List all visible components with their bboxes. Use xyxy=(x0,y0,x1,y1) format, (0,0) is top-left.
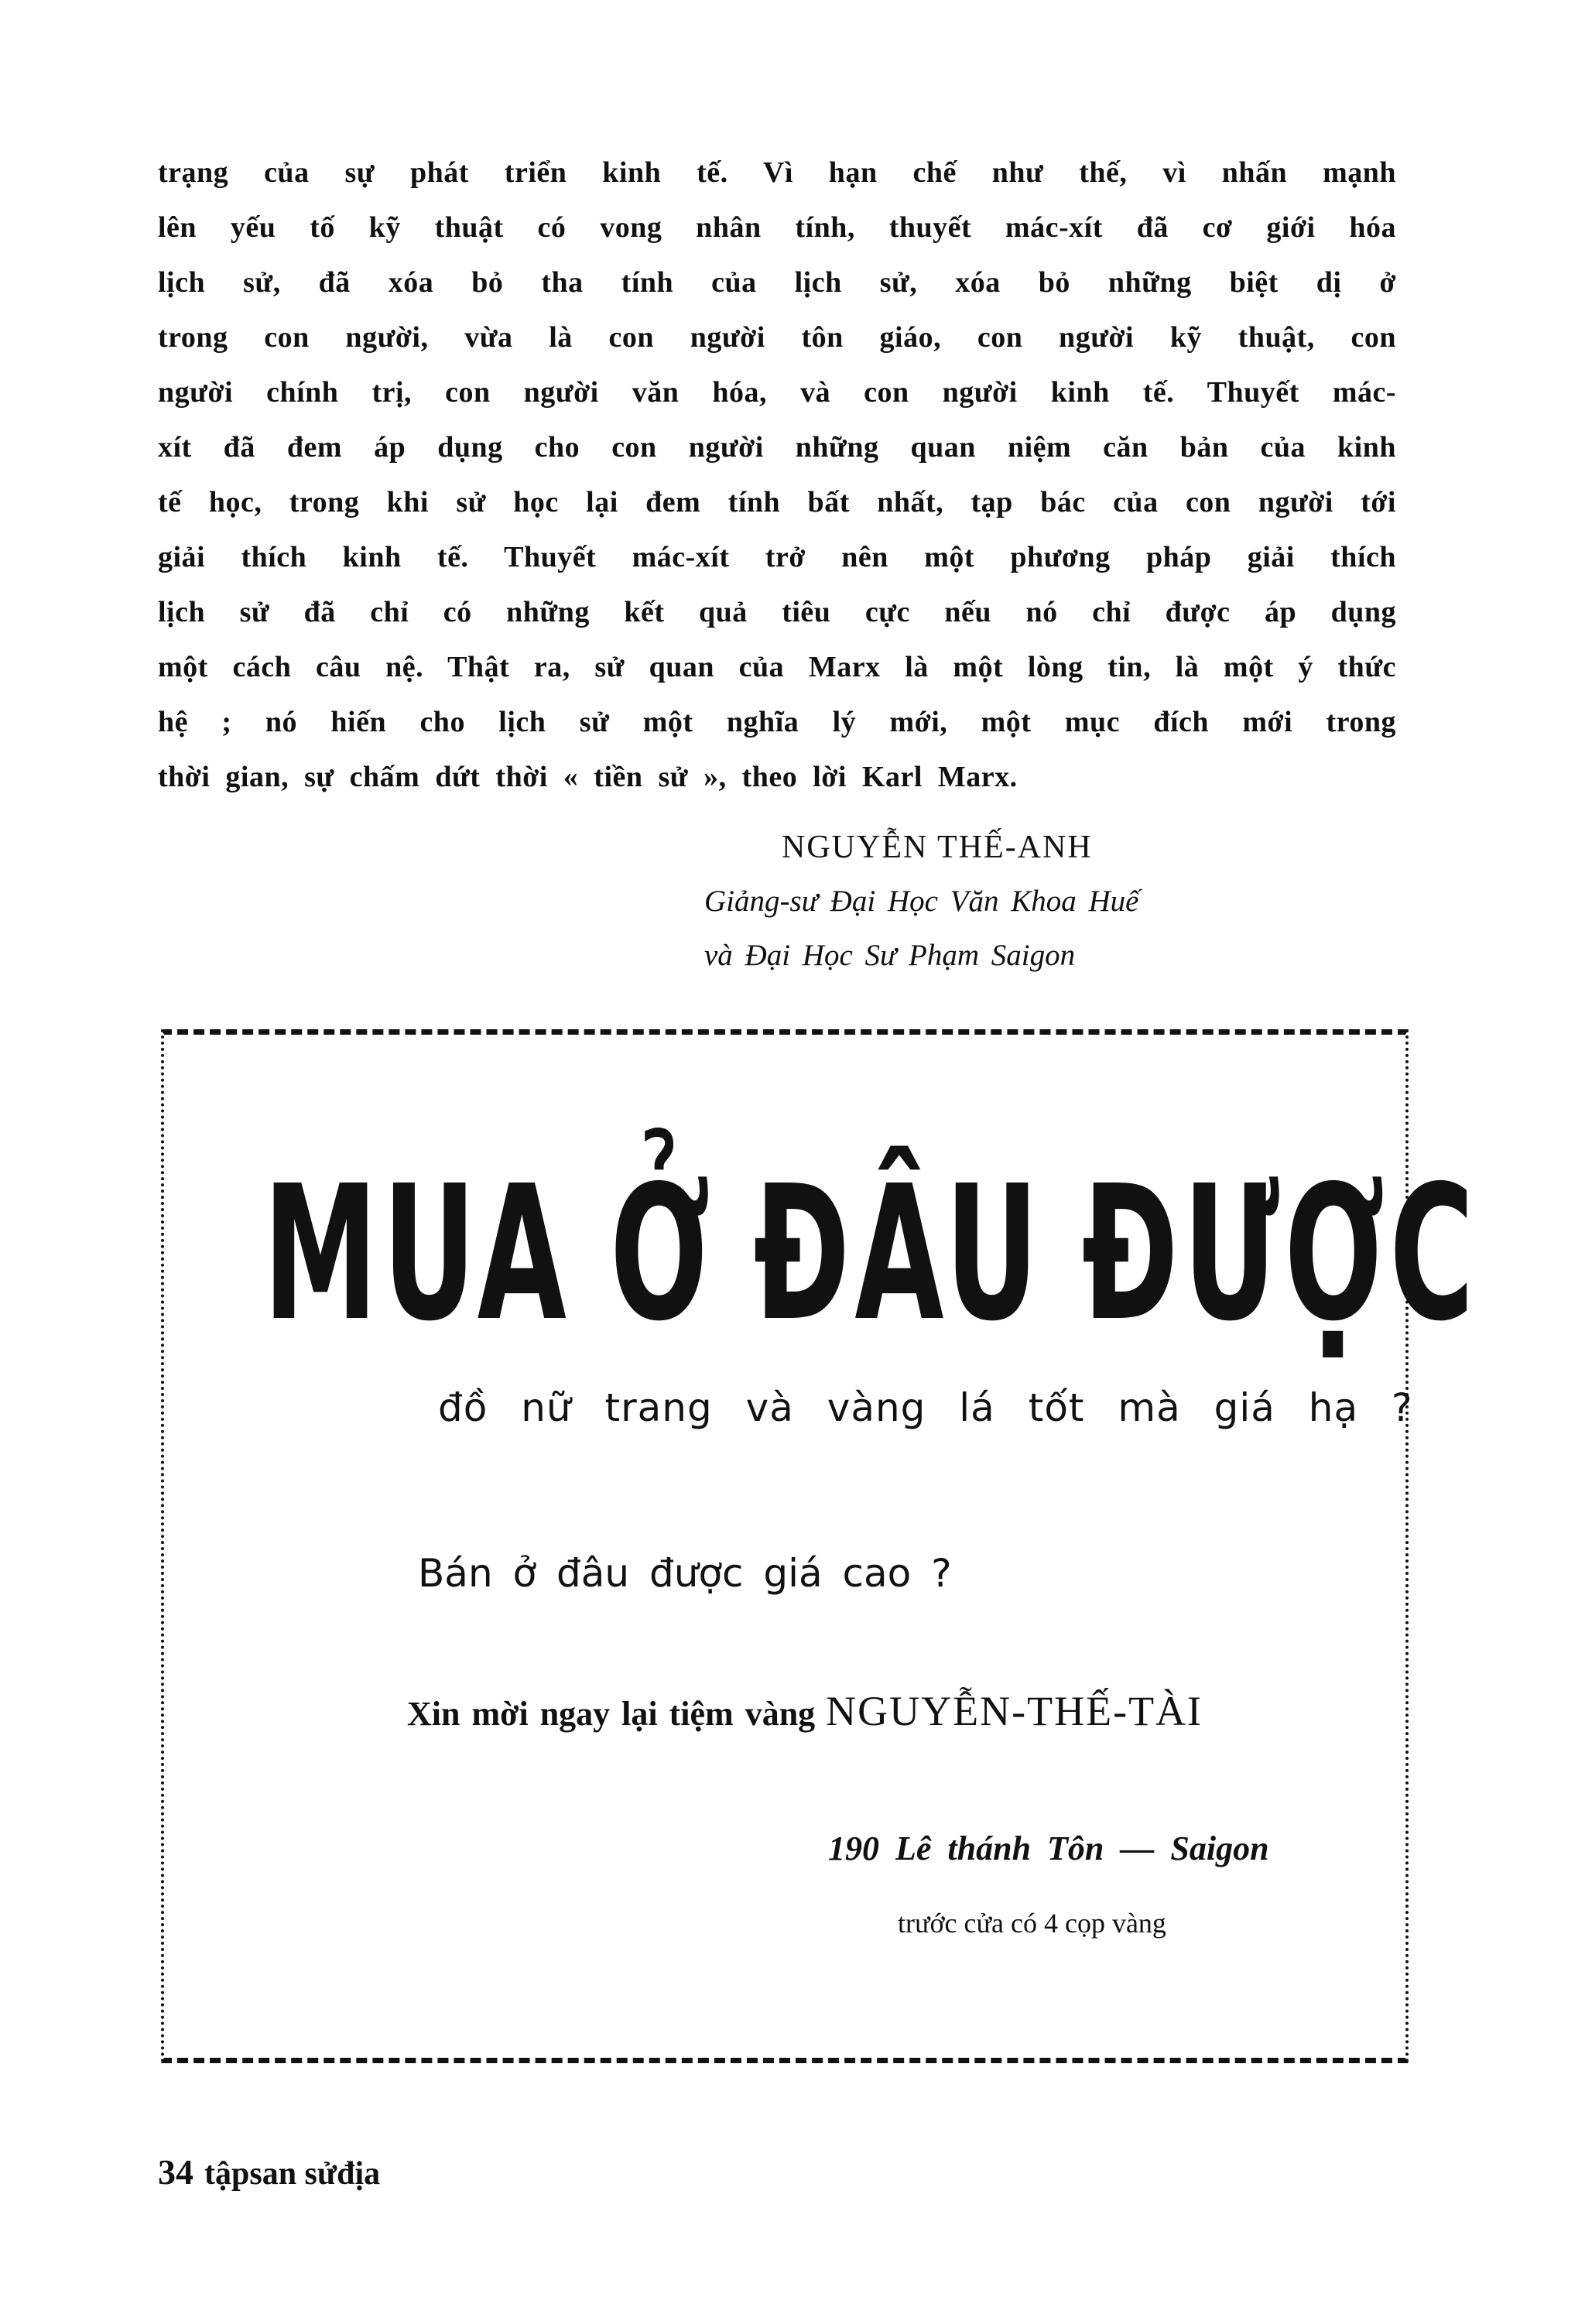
author-title-line-2: và Đại Học Sư Phạm Saigon xyxy=(704,939,1076,972)
ad-headline-word: MUA xyxy=(263,1145,572,1362)
article-line: trạng của sự phát triển kinh tế. Vì hạn chế như thế, vì nhấn mạnh xyxy=(158,156,1396,189)
ad-invitation xyxy=(407,1687,1203,1735)
ad-invitation-text: Xin mời ngay lại tiệm vàng xyxy=(407,1695,816,1733)
article-line: giải thích kinh tế. Thuyết mác-xít trở nên một phương pháp giải thích xyxy=(158,541,1396,573)
article-line: một cách câu nệ. Thật ra, sử quan của Marx là một lòng tin, là một ý thức xyxy=(158,651,1396,683)
ad-headline-word: ĐÂU xyxy=(753,1145,1044,1362)
page-footer xyxy=(158,2151,380,2192)
author-name: NGUYỄN THẾ-ANH xyxy=(782,830,1093,865)
article-line: lịch sử đã chỉ có những kết quả tiêu cực nếu nó chỉ được áp dụng xyxy=(158,596,1396,628)
ad-headline-word: Ở xyxy=(609,1145,715,1362)
ad-shop-name: NGUYỄN-THẾ-TÀI xyxy=(826,1688,1203,1734)
ad-address: 190 Lê thánh Tôn — Saigon xyxy=(828,1829,1269,1867)
ad-question-2: Bán ở đâu được giá cao ? xyxy=(418,1551,952,1596)
article-line: tế học, trong khi sử học lại đem tính bất nhất, tạp bác của con người tới xyxy=(158,486,1396,519)
ad-headline-word: ĐƯỢC xyxy=(1081,1145,1479,1362)
publication-name: tậpsan sửđịa xyxy=(204,2156,381,2192)
article-line: người chính trị, con người văn hóa, và con người kinh tế. Thuyết mác- xyxy=(158,376,1396,409)
article-line: lên yếu tố kỹ thuật có vong nhân tính, thuyết mác-xít đã cơ giới hóa xyxy=(158,211,1396,244)
page-number: 34 xyxy=(158,2152,193,2192)
article-line: thời gian, sự chấm dứt thời « tiền sử », theo lời Karl Marx. xyxy=(158,761,1018,793)
article-line: xít đã đem áp dụng cho con người những quan niệm căn bản của kinh xyxy=(158,431,1396,464)
article-body xyxy=(158,145,1396,805)
article-line: trong con người, vừa là con người tôn giáo, con người kỹ thuật, con xyxy=(158,321,1396,354)
article-line: hệ ; nó hiến cho lịch sử một nghĩa lý mới, một mục đích mới trong xyxy=(158,706,1396,738)
ad-headline xyxy=(263,1114,1479,1362)
ad-question-1: đồ nữ trang và vàng lá tốt mà giá hạ ? xyxy=(438,1385,1413,1430)
author-title-line-1: Giảng-sư Đại Học Văn Khoa Huế xyxy=(704,885,1139,918)
author-signature xyxy=(704,820,1401,983)
ad-note: trước cửa có 4 cọp vàng xyxy=(898,1908,1166,1939)
article-line: lịch sử, đã xóa bỏ tha tính của lịch sử, xóa bỏ những biệt dị ở xyxy=(158,266,1396,299)
